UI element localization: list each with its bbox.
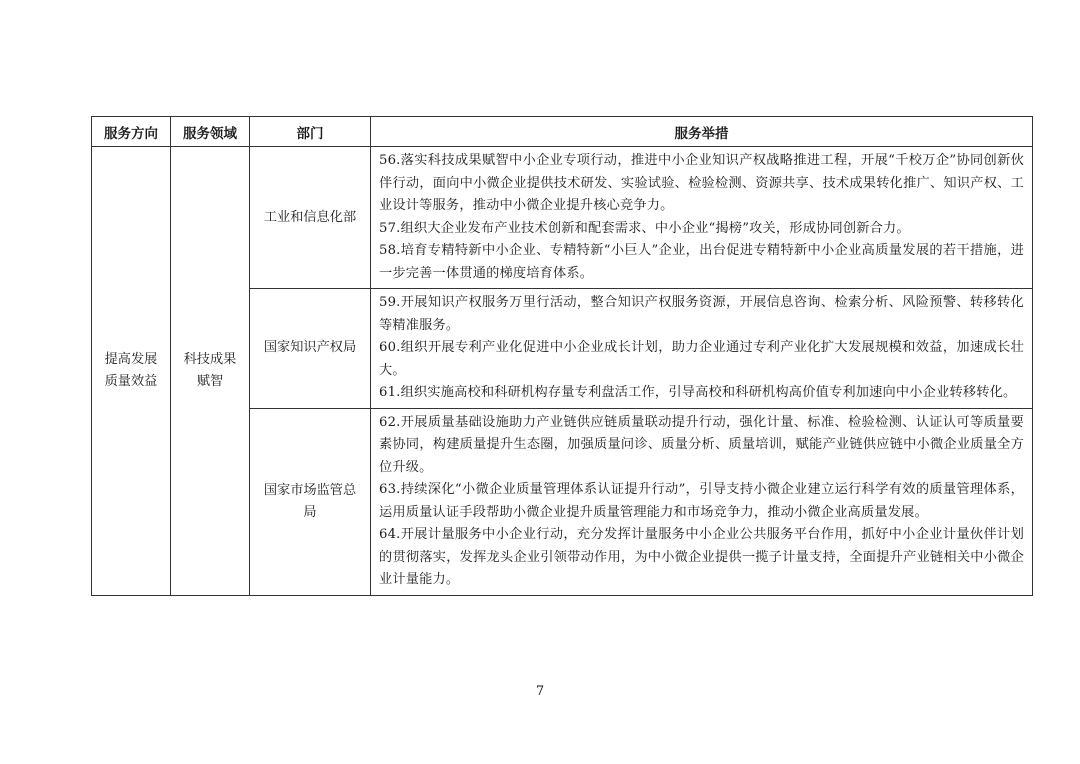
table-header-row [92, 117, 1033, 147]
measure-item: 56.落实科技成果赋智中小企业专项行动，推进中小企业知识产权战略推进工程，开展“千校万企”协同创新伙伴行动，面向中小微企业提供技术研发、实验试验、检验检测、资源共享、技术成果转化推广、知识产权、工业设计等服务，推动中小微企业提升核心竞争力。 [379, 153, 1024, 213]
measure-item: 62.开展质量基础设施助力产业链供应链质量联动提升行动，强化计量、标准、检验检测、认证认可等质量要素协同，构建质量提升生态圈，加强质量问诊、质量分析、质量培训，赋能产业链供应链中小微企业质量全方位升级。 [379, 414, 1024, 475]
department-cell: 国家市场监管总局 [250, 408, 371, 595]
service-measures-table [91, 116, 1033, 596]
measures-cell [371, 147, 1033, 289]
field-cell: 科技成果赋智 [171, 147, 250, 596]
measures-cell [371, 289, 1033, 409]
department-cell: 工业和信息化部 [250, 147, 371, 289]
header-measures: 服务举措 [371, 117, 1033, 147]
direction-cell: 提高发展质量效益 [92, 147, 171, 596]
measure-item: 58.培育专精特新中小企业、专精特新“小巨人”企业，出台促进专精特新中小企业高质量发展的若干措施，进一步完善一体贯通的梯度培育体系。 [379, 243, 1024, 281]
table-row [92, 147, 1033, 289]
header-department: 部门 [250, 117, 371, 147]
header-field: 服务领域 [171, 117, 250, 147]
measure-item: 60.组织开展专利产业化促进中小企业成长计划，助力企业通过专利产业化扩大发展规模和效益，加速成长壮大。 [379, 340, 1024, 378]
measure-item: 59.开展知识产权服务万里行活动，整合知识产权服务资源，开展信息咨询、检索分析、风险预警、转移转化等精准服务。 [379, 295, 1024, 333]
measure-item: 57.组织大企业发布产业技术创新和配套需求、中小企业“揭榜”攻关，形成协同创新合力。 [379, 220, 910, 236]
measure-item: 64.开展计量服务中小企业行动，充分发挥计量服务中小企业公共服务平台作用，抓好中小企业计量伙伴计划的贯彻落实，发挥龙头企业引领带动作用，为中小微企业提供一揽子计量支持，全面提升产业链相关中小微企业计量能力。 [379, 527, 1024, 587]
measure-item: 63.持续深化“小微企业质量管理体系认证提升行动”，引导支持小微企业建立运行科学有效的质量管理体系，运用质量认证手段帮助小微企业提升质量管理能力和市场竞争力，推动小微企业高质量发展。 [379, 482, 1024, 520]
measure-item: 61.组织实施高校和科研机构存量专利盘活工作，引导高校和科研机构高价值专利加速向中小企业转移转化。 [379, 385, 1017, 400]
header-direction: 服务方向 [92, 117, 171, 147]
department-cell: 国家知识产权局 [250, 289, 371, 409]
page-number: 7 [535, 684, 545, 699]
measures-cell [371, 408, 1033, 595]
